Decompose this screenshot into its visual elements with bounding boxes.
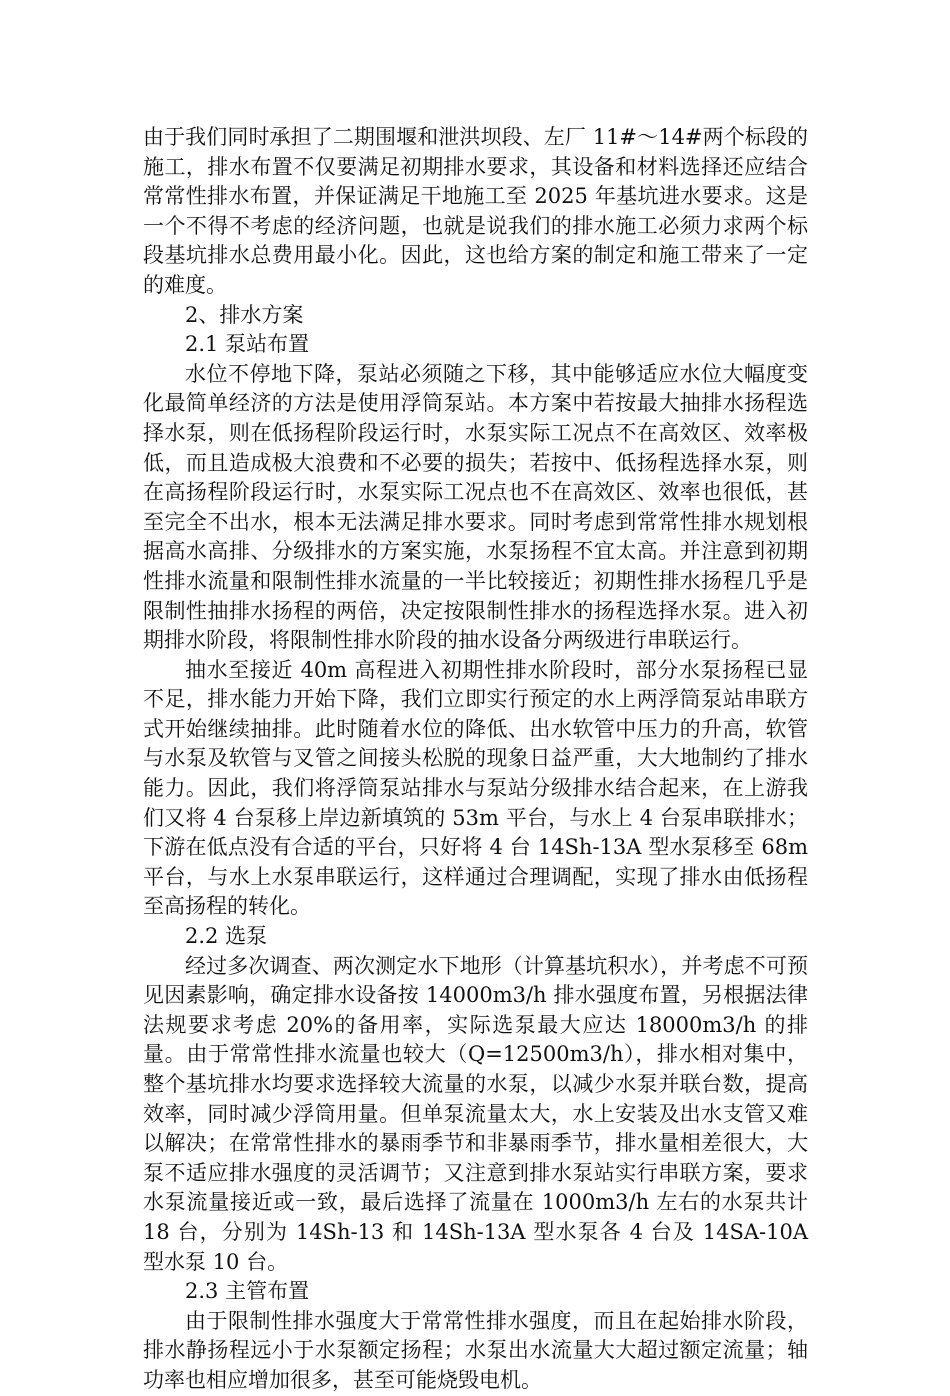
paragraph-pump-station-layout: 水位不停地下降，泵站必须随之下移，其中能够适应水位大幅度变化最简单经济的方法是使用浮筒泵站。本方案中若按最大抽排水扬程选择水泵，则在低扬程阶段运行时，水泵实际工况点不在高效区、效率极低，而且造成极大浪费和不必要的损失；若按中、低扬程选择水泵，则在高扬程阶段运行时，水泵实际工况点也不在高效区、效率也很低，甚至完全不出水，根本无法满足排水要求。同时考虑到常常性排水规划根据高水高排、分级排水的方案实施，水泵扬程不宜太高。并注意到初期性排水流量和限制性排水流量的一半比较接近；初期性排水扬程几乎是限制性抽排水扬程的两倍，决定按限制性排水的扬程选择水泵。进入初期排水阶段，将限制性排水阶段的抽水设备分两级进行串联运行。 bbox=[143, 361, 808, 653]
document-body bbox=[143, 123, 808, 1396]
subsection-heading-main-pipe-layout: 2.3 主管布置 bbox=[185, 1279, 310, 1304]
section-heading-drainage-plan: 2、排水方案 bbox=[185, 302, 304, 327]
paragraph-initial-drainage-stage: 抽水至接近 40m 高程进入初期性排水阶段时，部分水泵扬程已显不足，排水能力开始下降，我们立即实行预定的水上两浮筒泵站串联方式开始继续抽排。此时随着水位的降低、出水软管中压力的升高，软管与水泵及软管与叉管之间接头松脱的现象日益严重，大大地制约了排水能力。因此，我们将浮筒泵站排水与泵站分级排水结合起来，在上游我们又将 4 台泵移上岸边新填筑的 53m 平台，与水上 4 台泵串联排水；下游在低点没有合适的平台，只好将 4 台 14Sh-13A 型水泵移至 68m 平台，与水上水泵串联运行，这样通过合理调配，实现了排水由低扬程至高扬程的转化。 bbox=[143, 657, 808, 919]
subsection-heading-pump-selection: 2.2 选泵 bbox=[185, 924, 268, 949]
paragraph-main-pipe-layout: 由于限制性排水强度大于常常性排水强度，而且在起始排水阶段，排水静扬程远小于水泵额定扬程；水泵出水流量大大超过额定流量；轴功率也相应增加很多，甚至可能烧毁电机。 bbox=[143, 1308, 808, 1392]
paragraph-intro: 由于我们同时承担了二期围堰和泄洪坝段、左厂 11#～14#两个标段的施工，排水布置不仅要满足初期排水要求，其设备和材料选择还应结合常常性排水布置，并保证满足干地施工至 2025 年基坑进水要求。这是一个不得不考虑的经济问题，也就是说我们的排水施工必须力求两个标段基坑排水总费用最小化。因此，这也给方案的制定和施工带来了一定的难度。 bbox=[143, 125, 808, 297]
paragraph-pump-selection: 经过多次调查、两次测定水下地形（计算基坑积水），并考虑不可预见因素影响，确定排水设备按 14000m3/h 排水强度布置，另根据法律法规要求考虑 20%的备用率，实际选泵最大应达 18000m3/h 的排量。由于常常性排水流量也较大（Q=12500m3/h），排水相对集中，整个基坑排水均要求选择较大流量的水泵，以减少水泵并联台数，提高效率，同时减少浮筒用量。但单泵流量太大，水上安装及出水支管又难以解决；在常常性排水的暴雨季节和非暴雨季节，排水量相差很大，大泵不适应排水强度的灵活调节；又注意到排水泵站实行串联方案，要求水泵流量接近或一致，最后选择了流量在 1000m3/h 左右的水泵共计 18 台，分别为 14Sh-13 和 14Sh-13A 型水泵各 4 台及 14SA-10A 型水泵 10 台。 bbox=[143, 953, 808, 1274]
subsection-heading-pump-station-layout: 2.1 泵站布置 bbox=[185, 332, 310, 357]
